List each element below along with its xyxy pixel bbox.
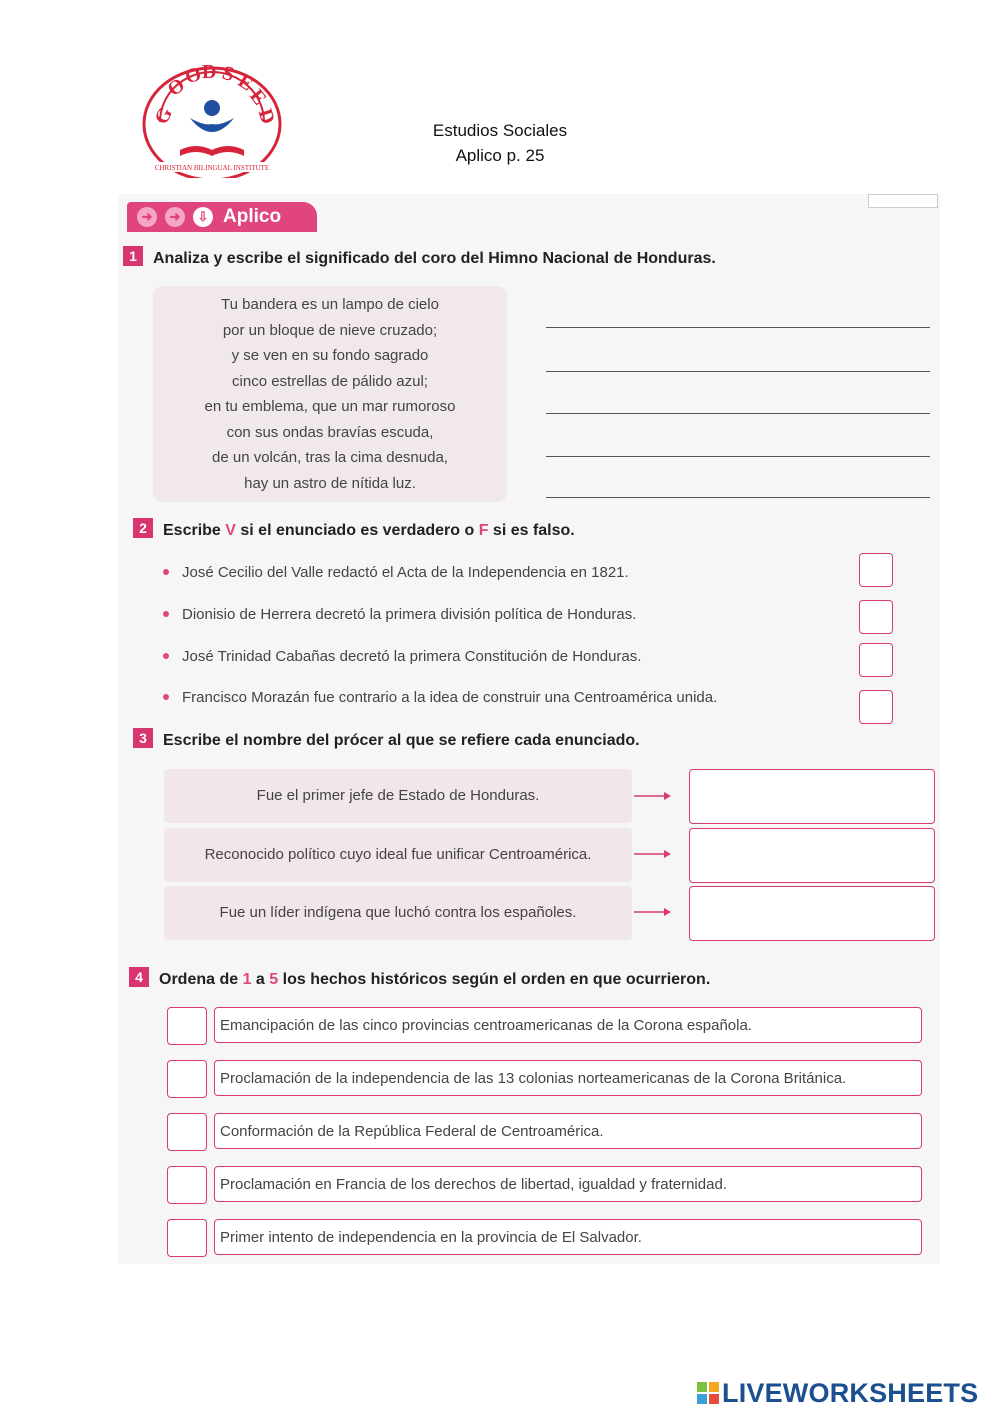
order-statement: Proclamación en Francia de los derechos de libertad, igualdad y fraternidad. — [214, 1166, 922, 1202]
answer-line[interactable] — [546, 371, 930, 372]
order-statement: Emancipación de las cinco provincias centroamericanas de la Corona española. — [214, 1007, 922, 1043]
order-number-box[interactable] — [167, 1007, 207, 1045]
poem-line: cinco estrellas de pálido azul; — [232, 373, 428, 390]
poem-line: en tu emblema, que un mar rumoroso — [204, 398, 456, 415]
poem-line: y se ven en su fondo sagrado — [231, 347, 429, 364]
tf-answer-box[interactable] — [859, 690, 893, 724]
answer-line[interactable] — [546, 327, 930, 328]
svg-text:G: G — [150, 103, 178, 128]
poem-line: por un bloque de nieve cruzado; — [222, 322, 438, 339]
order-statement: Proclamación de la independencia de las 13 colonias norteamericanas de la Corona Británica. — [214, 1060, 922, 1096]
poem-line: Tu bandera es un lampo de cielo — [221, 296, 439, 313]
q3-answer-box[interactable] — [689, 886, 935, 941]
tf-statement: José Trinidad Cabañas decretó la primera Constitución de Honduras. — [182, 648, 642, 665]
aplico-label: Aplico — [223, 206, 282, 227]
q3-statement: Fue un líder indígena que luchó contra los españoles. — [164, 886, 632, 940]
tf-statement: Dionisio de Herrera decretó la primera división política de Honduras. — [182, 606, 637, 623]
q3-statement: Fue el primer jefe de Estado de Honduras. — [164, 769, 632, 823]
q4-title: Ordena de 1 a 5 los hechos históricos según el orden en que ocurrieron. — [159, 971, 711, 988]
order-statement: Conformación de la República Federal de Centroamérica. — [214, 1113, 922, 1149]
answer-line[interactable] — [546, 497, 930, 498]
bullet — [163, 611, 169, 617]
bullet — [163, 569, 169, 575]
question-number-4: 4 — [129, 967, 149, 987]
arrow-right-icon — [634, 848, 672, 860]
anthem-poem-box — [153, 286, 507, 502]
svg-text:S: S — [219, 62, 237, 87]
liveworksheets-brand — [697, 1378, 978, 1409]
poem-line: con sus ondas bravías escuda, — [226, 424, 434, 441]
q3-answer-box[interactable] — [689, 828, 935, 883]
order-number-box[interactable] — [167, 1113, 207, 1151]
bullet — [163, 653, 169, 659]
liveworksheets-logo-icon — [697, 1382, 719, 1404]
svg-text:D: D — [253, 106, 279, 127]
order-number-box[interactable] — [167, 1219, 207, 1257]
good-seed-logo — [140, 62, 284, 178]
q3-title: Escribe el nombre del prócer al que se refiere cada enunciado. — [163, 732, 640, 749]
poem-line: hay un astro de nítida luz. — [244, 475, 416, 492]
arrow-right-icon — [634, 906, 672, 918]
tf-answer-box[interactable] — [859, 643, 893, 677]
svg-text:E: E — [234, 69, 258, 96]
arrow-right-icon — [634, 790, 672, 802]
tf-answer-box[interactable] — [859, 600, 893, 634]
q2-title: Escribe V si el enunciado es verdadero o F si es falso. — [163, 522, 575, 539]
question-number-3: 3 — [133, 728, 153, 748]
order-number-box[interactable] — [167, 1166, 207, 1204]
q3-statement: Reconocido político cuyo ideal fue unificar Centroamérica. — [164, 828, 632, 882]
q3-answer-box[interactable] — [689, 769, 935, 824]
bullet — [163, 694, 169, 700]
order-number-box[interactable] — [167, 1060, 207, 1098]
liveworksheets-text: LIVEWORKSHEETS — [722, 1378, 979, 1408]
arrow-down-icon: ⇩ — [193, 207, 213, 227]
order-statement: Primer intento de independencia en la provincia de El Salvador. — [214, 1219, 922, 1255]
svg-text:O: O — [163, 73, 189, 101]
svg-text:E: E — [245, 85, 271, 110]
answer-line[interactable] — [546, 413, 930, 414]
header-subject: Estudios Sociales — [432, 121, 568, 140]
aplico-tab — [127, 202, 317, 232]
arrow-right-icon: ➜ — [137, 207, 157, 227]
question-number-1: 1 — [123, 246, 143, 266]
svg-text:O: O — [182, 62, 204, 89]
tf-statement: Francisco Morazán fue contrario a la idea de construir una Centroamérica unida. — [182, 689, 718, 706]
svg-text:CHRISTIAN BILINGUAL INSTITUTE: CHRISTIAN BILINGUAL INSTITUTE — [154, 164, 270, 172]
arrow-right-icon: ➜ — [165, 207, 185, 227]
corner-thumbnail — [868, 194, 938, 208]
tf-statement: José Cecilio del Valle redactó el Acta de la Independencia en 1821. — [182, 564, 629, 581]
tf-answer-box[interactable] — [859, 553, 893, 587]
header-page: Aplico p. 25 — [455, 146, 545, 165]
svg-text:D: D — [202, 62, 217, 83]
question-number-2: 2 — [133, 518, 153, 538]
answer-line[interactable] — [546, 456, 930, 457]
poem-line: de un volcán, tras la cima desnuda, — [212, 449, 448, 466]
q1-title: Analiza y escribe el significado del coro del Himno Nacional de Honduras. — [153, 250, 716, 267]
